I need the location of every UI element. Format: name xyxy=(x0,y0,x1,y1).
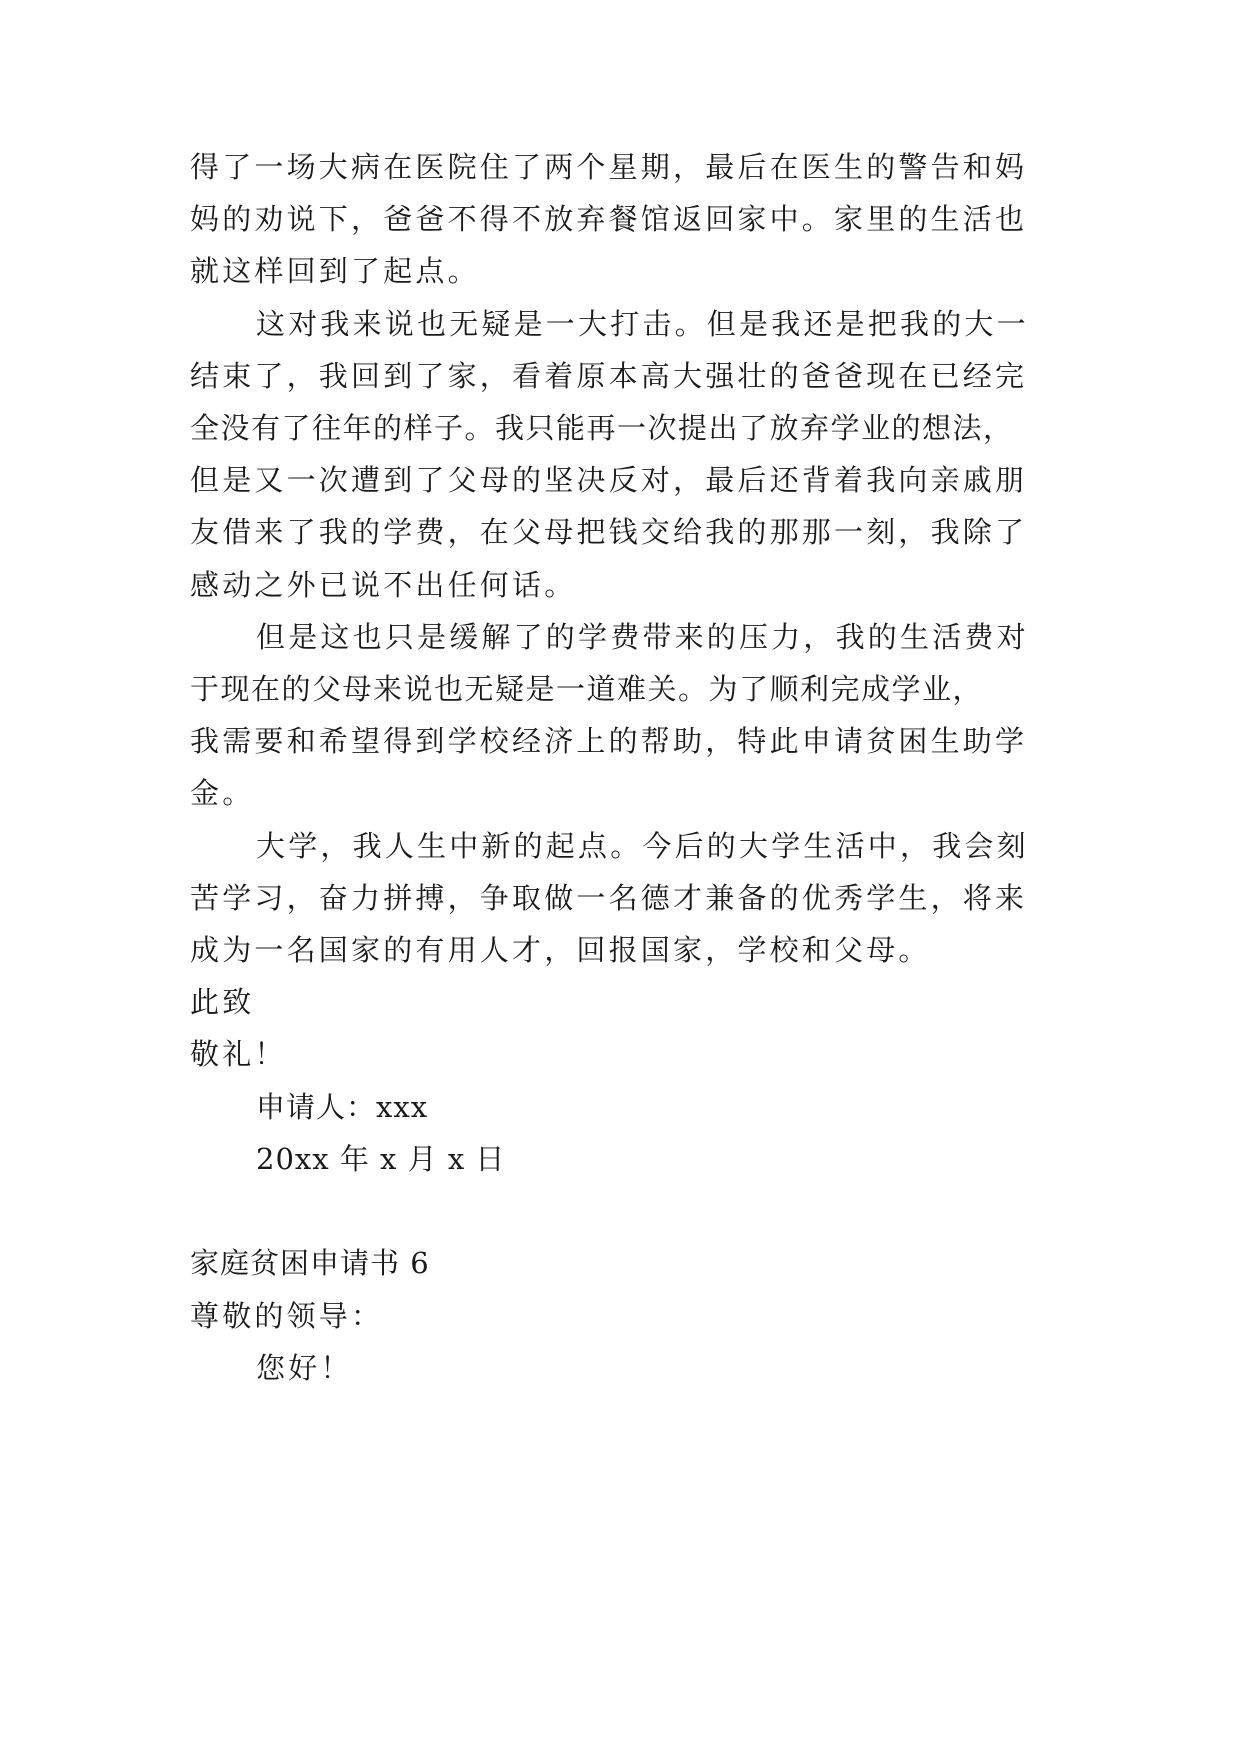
paragraph-line: 感动之外已说不出任何话。 xyxy=(190,568,577,602)
paragraph-line: 金。 xyxy=(190,776,255,810)
paragraph-line: 但是又一次遭到了父母的坚决反对，最后还背着我向亲戚朋 xyxy=(190,463,1028,497)
paragraph-line: 我需要和希望得到学校经济上的帮助，特此申请贫困生助学 xyxy=(190,724,1028,758)
paragraph-line: 就这样回到了起点。 xyxy=(190,254,480,288)
paragraph-line: 这对我来说也无疑是一大打击。但是我还是把我的大一 xyxy=(256,307,1029,341)
paragraph-line: 妈的劝说下，爸爸不得不放弃餐馆返回家中。家里的生活也 xyxy=(190,202,1028,236)
paragraph-line: 成为一名国家的有用人才，回报国家，学校和父母。 xyxy=(190,933,931,967)
paragraph-line: 得了一场大病在医院住了两个星期，最后在医生的警告和妈 xyxy=(190,150,1028,184)
paragraph-line: 但是这也只是缓解了的学费带来的压力，我的生活费对 xyxy=(256,620,1029,654)
closing-salute: 敬礼！ xyxy=(190,1037,287,1071)
applicant-signature: 申请人：xxx xyxy=(256,1090,429,1124)
paragraph-line: 全没有了往年的样子。我只能再一次提出了放弃学业的想法， xyxy=(190,411,1014,445)
paragraph-line: 友借来了我的学费，在父母把钱交给我的那那一刻，我除了 xyxy=(190,515,1028,549)
closing-line: 此致 xyxy=(190,985,255,1019)
salutation: 尊敬的领导： xyxy=(190,1299,384,1333)
paragraph-line: 于现在的父母来说也无疑是一道难关。为了顺利完成学业， xyxy=(190,672,984,706)
paragraph-line: 大学，我人生中新的起点。今后的大学生活中，我会刻 xyxy=(256,829,1029,863)
greeting: 您好！ xyxy=(256,1351,353,1385)
section-title: 家庭贫困申请书 6 xyxy=(190,1246,430,1280)
signature-date: 20xx 年 x 月 x 日 xyxy=(256,1142,506,1176)
paragraph-line: 苦学习，奋力拼搏，争取做一名德才兼备的优秀学生，将来 xyxy=(190,881,1028,915)
paragraph-line: 结束了，我回到了家，看着原本高大强壮的爸爸现在已经完 xyxy=(190,359,1028,393)
